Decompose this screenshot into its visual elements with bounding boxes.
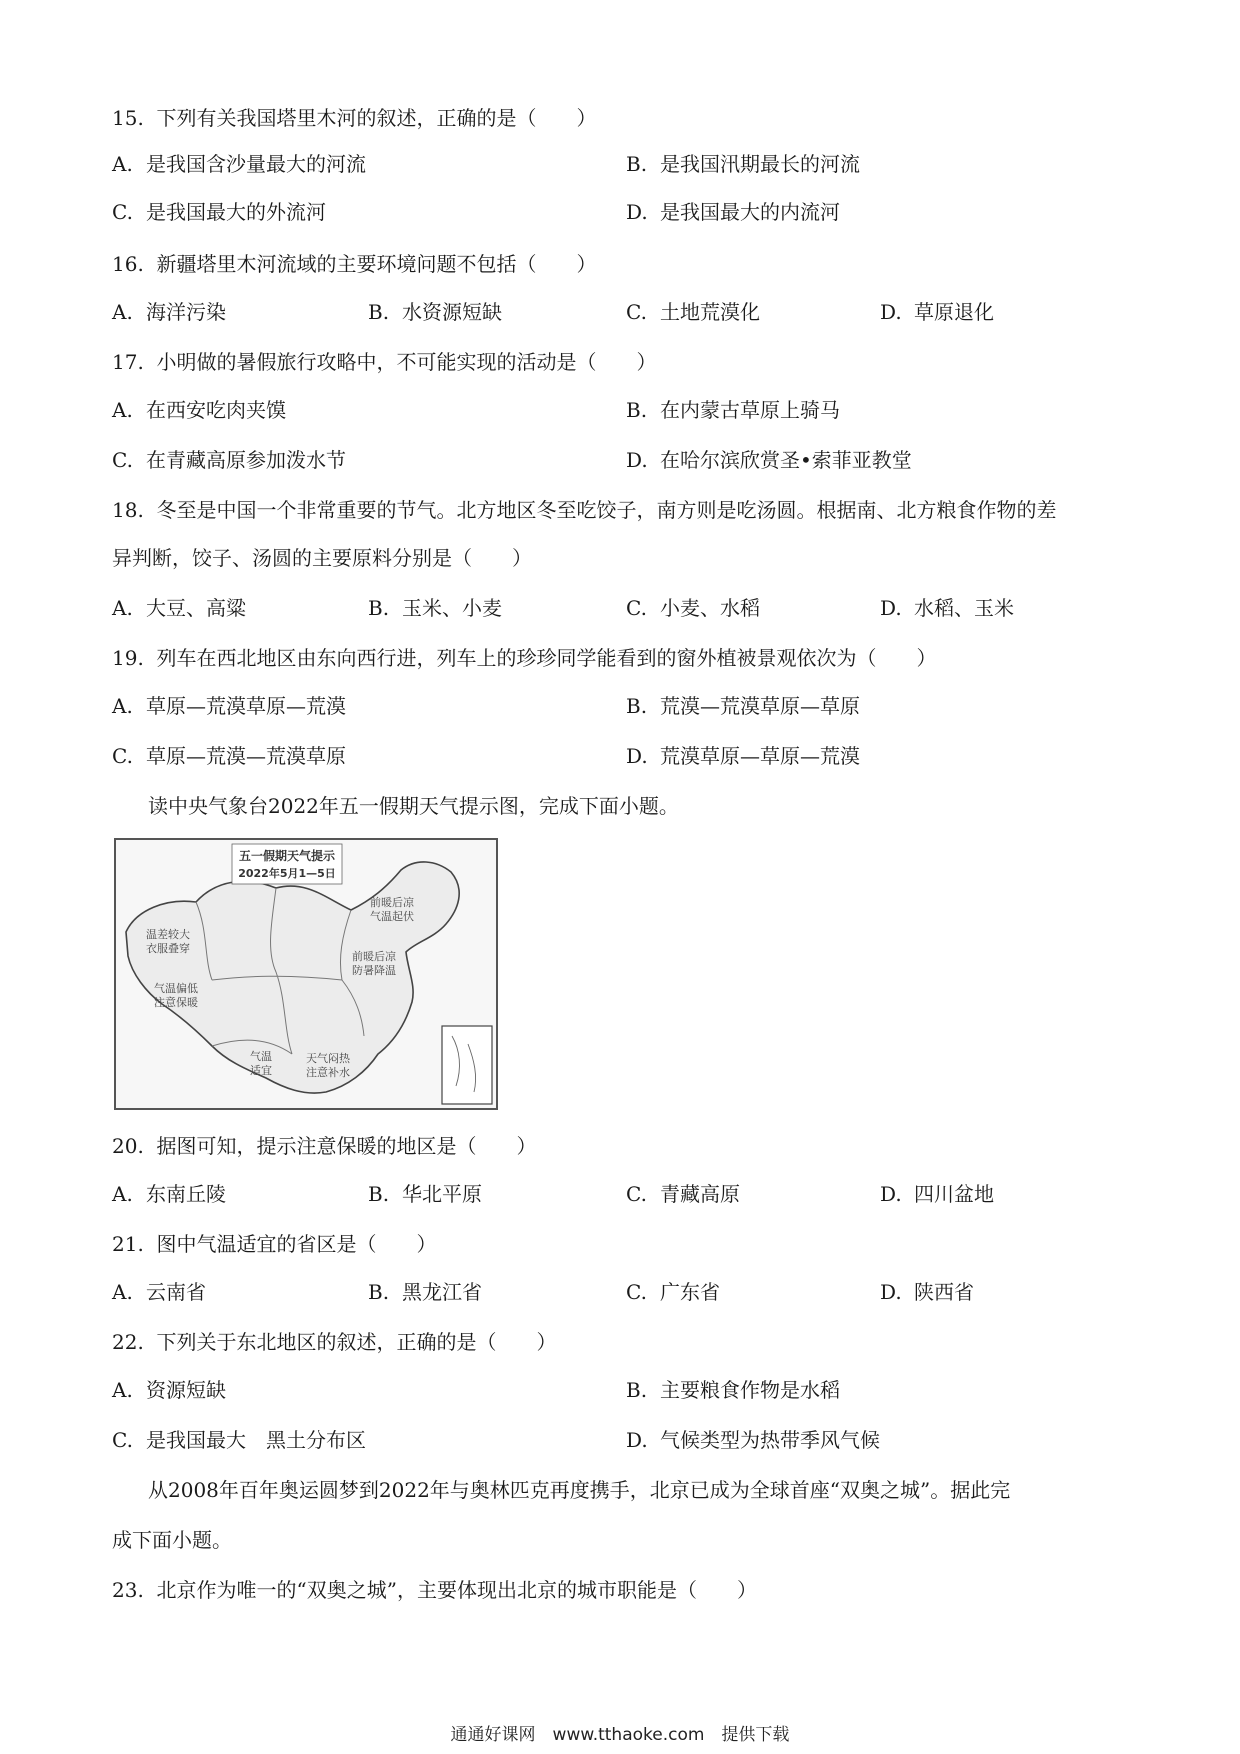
question-22 [112, 1328, 557, 1356]
map-date: 2022年5月1—5日 [238, 867, 336, 880]
question-stem: 北京作为唯一的“双奥之城”，主要体现出北京的城市职能是（ ） [156, 1578, 757, 1602]
option-16-b[interactable]: B. 水资源短缺 [368, 300, 502, 324]
olympics-intro-line1: 从2008年百年奥运圆梦到2022年与奥林匹克再度携手，北京已成为全球首座“双奥之城”。据此完 [148, 1478, 1011, 1502]
label-yunnan-line2: 适宜 [250, 1064, 272, 1077]
label-north-line1: 前暖后凉 [352, 950, 396, 963]
label-tibet-line1: 气温偏低 [154, 982, 198, 995]
question-18-continued [112, 544, 532, 572]
question-stem: 列车在西北地区由东向西行进，列车上的珍珍同学能看到的窗外植被景观依次为（ ） [156, 646, 937, 670]
option-21-a[interactable]: A. 云南省 [112, 1280, 206, 1304]
question-number: 18. [112, 498, 144, 522]
map-intro: 读中央气象台2022年五一假期天气提示图，完成下面小题。 [148, 794, 679, 818]
question-number: 22. [112, 1330, 144, 1354]
question-17 [112, 348, 657, 376]
question-number: 17. [112, 350, 144, 374]
question-stem: 图中气温适宜的省区是（ ） [156, 1232, 437, 1256]
question-23 [112, 1576, 757, 1604]
question-stem: 下列关于东北地区的叙述，正确的是（ ） [156, 1330, 557, 1354]
option-20-c[interactable]: C. 青藏高原 [626, 1182, 740, 1206]
option-15-b[interactable]: B. 是我国汛期最长的河流 [626, 152, 860, 176]
option-22-a[interactable]: A. 资源短缺 [112, 1378, 226, 1402]
option-18-a[interactable]: A. 大豆、高粱 [112, 596, 246, 620]
label-north-line2: 防暑降温 [352, 964, 396, 977]
option-17-d[interactable]: D. 在哈尔滨欣赏圣•索菲亚教堂 [626, 448, 912, 472]
option-21-b[interactable]: B. 黑龙江省 [368, 1280, 482, 1304]
option-18-d[interactable]: D. 水稻、玉米 [880, 596, 1014, 620]
label-xinjiang-line1: 温差较大 [146, 928, 190, 941]
option-19-d[interactable]: D. 荒漠草原—草原—荒漠 [626, 744, 860, 768]
question-stem: 小明做的暑假旅行攻略中，不可能实现的活动是（ ） [156, 350, 657, 374]
question-stem-continued: 异判断，饺子、汤圆的主要原料分别是（ ） [112, 546, 532, 570]
label-northeast-line1: 前暖后凉 [370, 896, 414, 909]
option-19-b[interactable]: B. 荒漠—荒漠草原—草原 [626, 694, 860, 718]
option-20-b[interactable]: B. 华北平原 [368, 1182, 482, 1206]
option-15-a[interactable]: A. 是我国含沙量最大的河流 [112, 152, 366, 176]
option-18-b[interactable]: B. 玉米、小麦 [368, 596, 502, 620]
option-22-d[interactable]: D. 气候类型为热带季风气候 [626, 1428, 880, 1452]
option-22-c[interactable]: C. 是我国最大 黑土分布区 [112, 1428, 366, 1452]
option-19-c[interactable]: C. 草原—荒漠—荒漠草原 [112, 744, 346, 768]
option-20-d[interactable]: D. 四川盆地 [880, 1182, 994, 1206]
option-16-d[interactable]: D. 草原退化 [880, 300, 994, 324]
option-21-c[interactable]: C. 广东省 [626, 1280, 720, 1304]
option-15-c[interactable]: C. 是我国最大的外流河 [112, 200, 326, 224]
option-19-a[interactable]: A. 草原—荒漠草原—荒漠 [112, 694, 346, 718]
label-south-line2: 注意补水 [306, 1066, 350, 1079]
question-number: 23. [112, 1578, 144, 1602]
option-16-c[interactable]: C. 土地荒漠化 [626, 300, 760, 324]
weather-map-figure [114, 838, 498, 1110]
olympics-intro-line2: 成下面小题。 [112, 1528, 232, 1552]
page-footer: 通通好课网 www.tthaoke.com 提供下载 [450, 1725, 790, 1745]
question-16 [112, 250, 597, 278]
label-yunnan-line1: 气温 [250, 1050, 272, 1063]
question-stem: 冬至是中国一个非常重要的节气。北方地区冬至吃饺子，南方则是吃汤圆。根据南、北方粮食作物的差 [156, 498, 1057, 522]
map-title: 五一假期天气提示 [238, 849, 336, 863]
option-17-c[interactable]: C. 在青藏高原参加泼水节 [112, 448, 346, 472]
label-xinjiang-line2: 衣服叠穿 [146, 942, 190, 955]
option-16-a[interactable]: A. 海洋污染 [112, 300, 226, 324]
question-20 [112, 1132, 537, 1160]
question-number: 16. [112, 252, 144, 276]
question-21 [112, 1230, 437, 1258]
question-number: 20. [112, 1134, 144, 1158]
question-18 [112, 496, 1057, 524]
question-19 [112, 644, 937, 672]
option-22-b[interactable]: B. 主要粮食作物是水稻 [626, 1378, 840, 1402]
option-18-c[interactable]: C. 小麦、水稻 [626, 596, 760, 620]
label-northeast-line2: 气温起伏 [370, 910, 414, 923]
south-china-sea-inset [442, 1026, 492, 1104]
question-number: 21. [112, 1232, 144, 1256]
option-20-a[interactable]: A. 东南丘陵 [112, 1182, 226, 1206]
option-15-d[interactable]: D. 是我国最大的内流河 [626, 200, 840, 224]
label-south-line1: 天气闷热 [306, 1052, 350, 1065]
question-stem: 下列有关我国塔里木河的叙述，正确的是（ ） [156, 106, 597, 130]
question-15 [112, 104, 597, 132]
question-number: 15. [112, 106, 144, 130]
label-tibet-line2: 注意保暖 [154, 996, 198, 1009]
question-stem: 新疆塔里木河流域的主要环境问题不包括（ ） [156, 252, 597, 276]
option-17-a[interactable]: A. 在西安吃肉夹馍 [112, 398, 286, 422]
china-map-illustration [116, 840, 496, 1108]
question-stem: 据图可知，提示注意保暖的地区是（ ） [156, 1134, 537, 1158]
option-17-b[interactable]: B. 在内蒙古草原上骑马 [626, 398, 840, 422]
question-number: 19. [112, 646, 144, 670]
option-21-d[interactable]: D. 陕西省 [880, 1280, 974, 1304]
